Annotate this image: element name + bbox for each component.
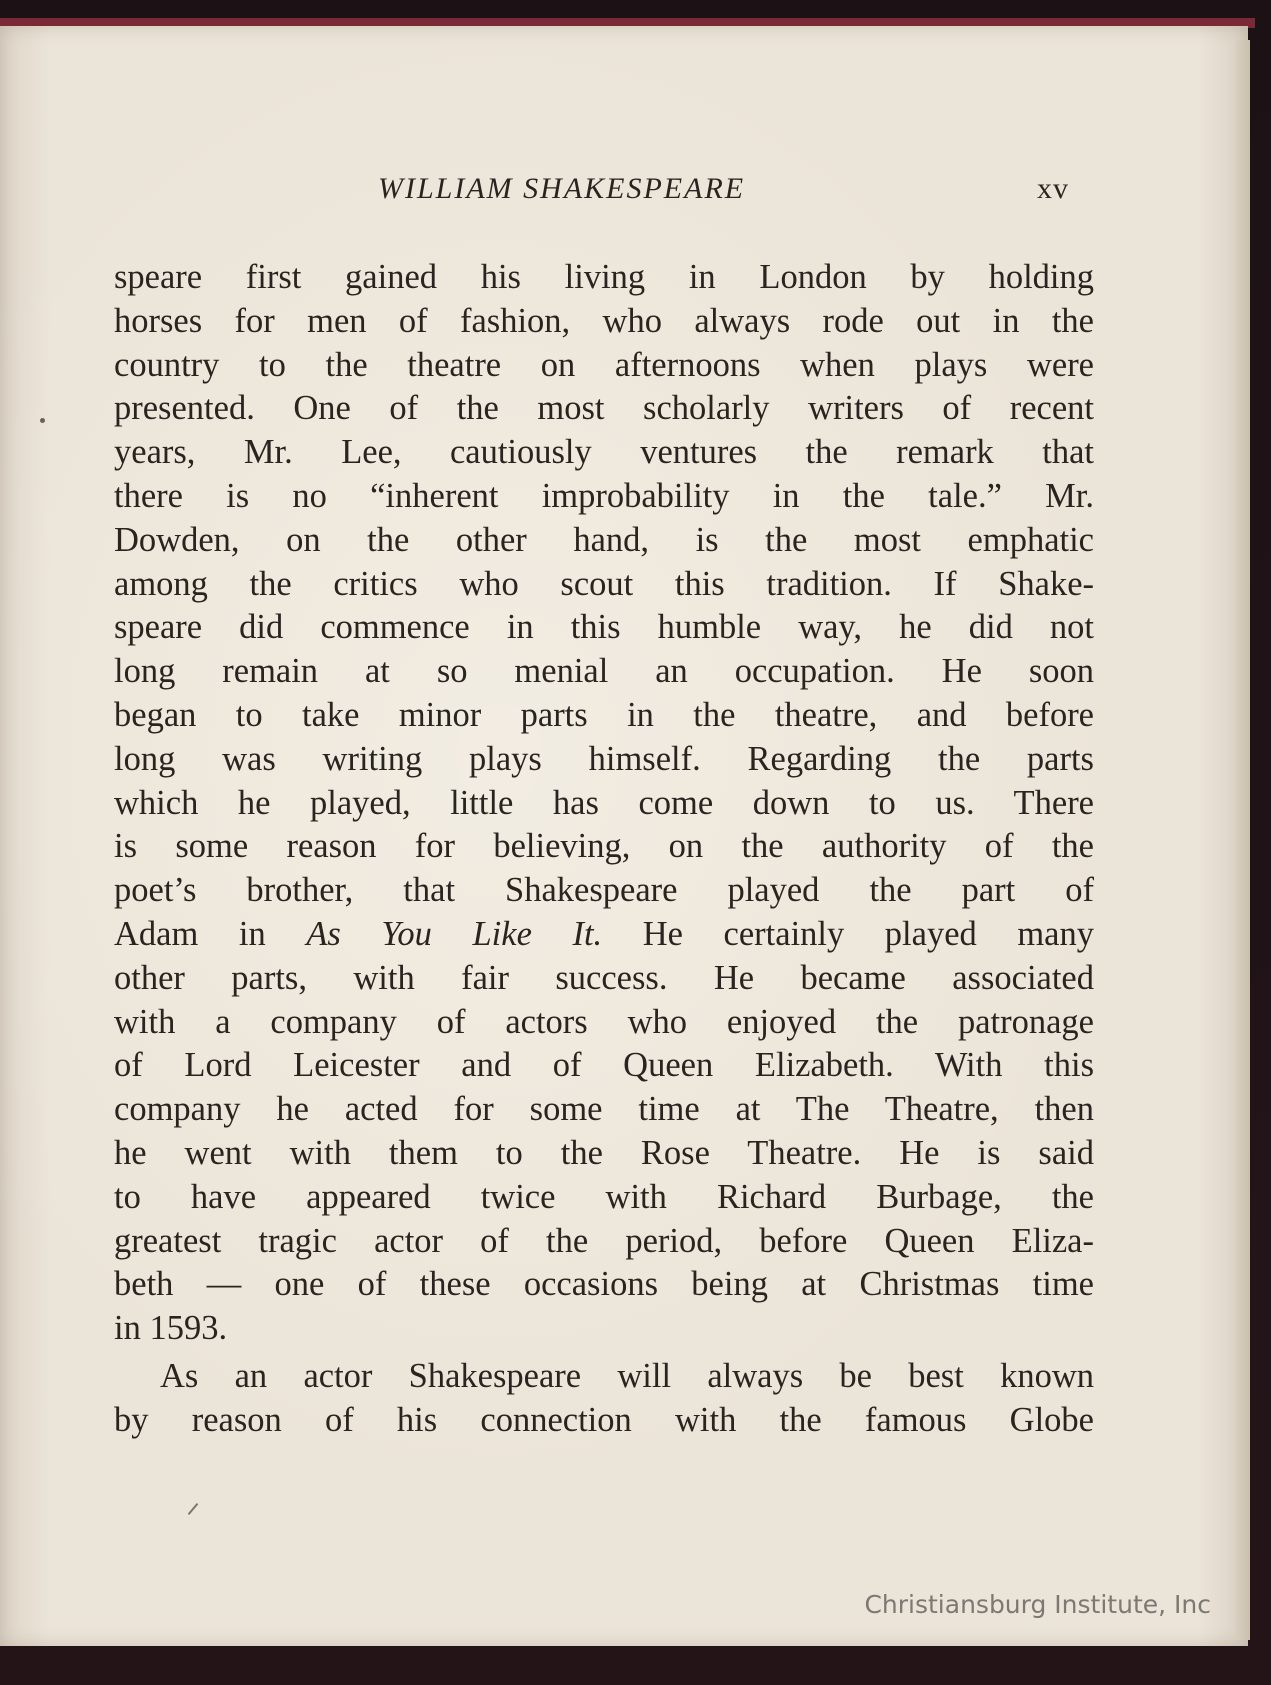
- page-edge: [1236, 40, 1250, 1640]
- text-line: long was writing plays himself. Regarding the parts: [114, 739, 1094, 778]
- text-line: company he acted for some time at The Theatre, then: [114, 1090, 1094, 1129]
- text-line: among the critics who scout this tradition. If Shake-: [114, 564, 1094, 603]
- watermark: Christiansburg Institute, Inc: [864, 1590, 1211, 1619]
- text-line: of Lord Leicester and of Queen Elizabeth. With this: [114, 1046, 1094, 1085]
- text-line: speare first gained his living in London by holding: [114, 258, 1094, 296]
- text-line: by reason of his connection with the famous Globe: [114, 1400, 1094, 1439]
- body-text: [114, 256, 1094, 1443]
- line-text-before: Adam in: [114, 914, 307, 953]
- text-line: Dowden, on the other hand, is the most emphatic: [114, 520, 1094, 559]
- page-speck: [40, 418, 45, 423]
- text-line: beth — one of these occasions being at Christmas time: [114, 1265, 1094, 1304]
- text-line-with-title: [114, 913, 1094, 957]
- text-line: other parts, with fair success. He became associated: [114, 958, 1094, 997]
- text-line: speare did commence in this humble way, he did not: [114, 608, 1094, 647]
- text-line: in 1593.: [114, 1309, 228, 1348]
- play-title: As You Like It.: [306, 914, 603, 953]
- text-line: is some reason for believing, on the authority of the: [114, 827, 1094, 866]
- line-text-after: He certainly played many: [602, 914, 1094, 953]
- page-number: xv: [1037, 172, 1069, 205]
- running-head-title: WILLIAM SHAKESPEARE: [378, 172, 746, 205]
- text-line: to have appeared twice with Richard Burbage, the: [114, 1177, 1094, 1216]
- text-line: with a company of actors who enjoyed the patronage: [114, 1002, 1094, 1041]
- text-line: years, Mr. Lee, cautiously ventures the remark that: [114, 433, 1094, 472]
- text-line: country to the theatre on afternoons when plays were: [114, 345, 1094, 384]
- text-line: which he played, little has come down to us. There: [114, 783, 1094, 822]
- text-line: he went with them to the Rose Theatre. He is said: [114, 1133, 1094, 1172]
- paragraph-first-line: As an actor Shakespeare will always be best known: [160, 1356, 1094, 1395]
- text-line: presented. One of the most scholarly writers of recent: [114, 389, 1094, 428]
- text-line: began to take minor parts in the theatre, and before: [114, 695, 1094, 734]
- text-line: greatest tragic actor of the period, before Queen Eliza-: [114, 1221, 1094, 1260]
- text-line: long remain at so menial an occupation. He soon: [114, 652, 1094, 691]
- text-line: poet’s brother, that Shakespeare played the part of: [114, 871, 1094, 910]
- text-line: horses for men of fashion, who always rode out in the: [114, 301, 1094, 340]
- text-line: there is no “inherent improbability in the tale.” Mr.: [114, 476, 1094, 515]
